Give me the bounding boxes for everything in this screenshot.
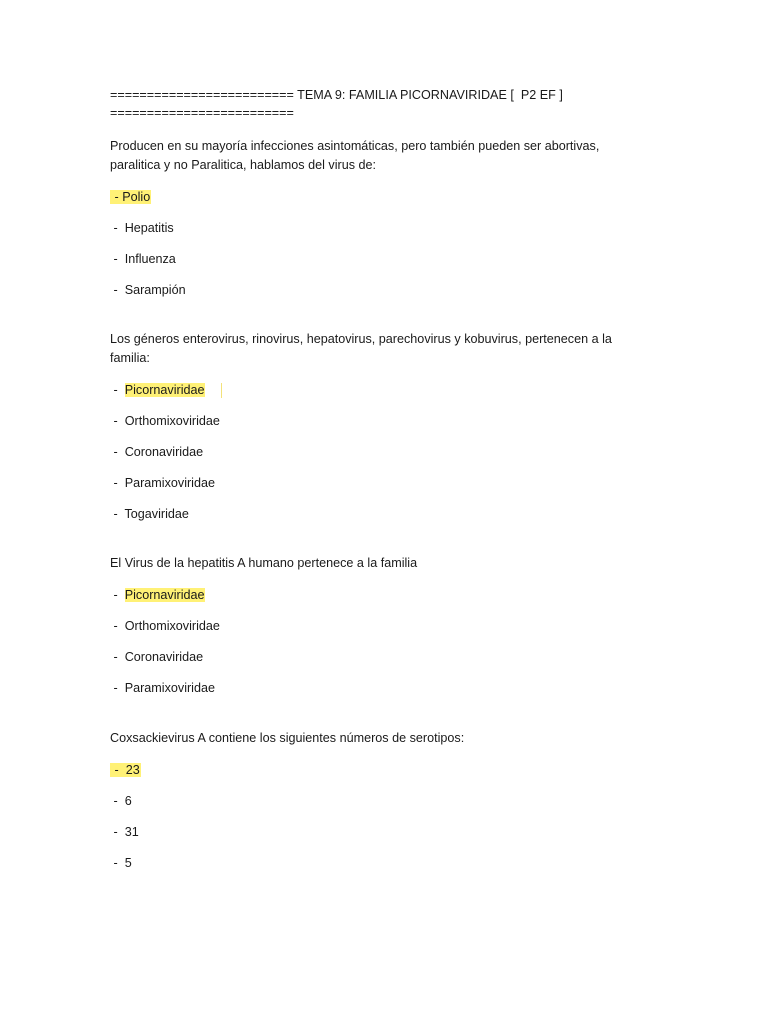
option-dash: - [110,445,125,459]
title-line-2: ========================= [110,106,294,120]
option-label: Picornaviridae [124,588,205,602]
question-text: Coxsackievirus A contiene los siguientes números de serotipos: [110,731,465,745]
option-dash: - [110,794,125,808]
option-label: Orthomixoviridae [124,414,220,428]
option-dash: - [110,507,125,521]
option-label: Picornaviridae [124,383,205,397]
option-item [110,380,650,400]
option-dash: - [110,619,125,633]
question-block [110,554,650,698]
option-label: 5 [124,856,132,870]
question-block [110,729,650,873]
option-label: 6 [124,794,132,808]
option-dash: - [110,588,125,602]
question-text: El Virus de la hepatitis A humano pertenece a la familia [110,556,418,570]
question-block [110,330,650,524]
option-label: 31 [124,825,139,839]
option-item [110,760,650,780]
option-item [110,280,650,300]
option-label: - Polio [111,190,151,204]
option-dash: - [110,476,125,490]
option-label: Coronaviridae [124,445,204,459]
option-label: Coronaviridae [124,650,204,664]
option-item [110,249,650,269]
option-item [110,411,650,431]
option-item [110,616,650,636]
option-label: - Influenza [110,252,176,266]
question-block [110,137,650,300]
option-label: Togaviridae [124,507,189,521]
option-item [110,678,650,698]
option-label: Paramixoviridae [124,681,215,695]
option-dash: - [110,681,125,695]
document-title [110,86,650,122]
document-body [110,86,650,884]
option-item [110,218,650,238]
option-item [110,504,650,524]
option-dash: - [110,650,125,664]
option-label: - Hepatitis [110,221,174,235]
option-dash: - [110,383,125,397]
option-dash: - [110,414,125,428]
title-line-1: ========================= TEMA 9: FAMILIA PICORNAVIRIDAE [ P2 EF ] [110,88,563,102]
option-dash: - [110,856,125,870]
option-label: Paramixoviridae [124,476,215,490]
text-cursor [221,383,222,398]
option-item [110,822,650,842]
question-text: Los géneros enterovirus, rinovirus, hepatovirus, parechovirus y kobuvirus, pertenecen a la familia: [110,332,612,365]
option-item [110,647,650,667]
option-item [110,473,650,493]
option-label: - Sarampión [110,283,186,297]
option-item [110,791,650,811]
option-item [110,853,650,873]
option-label: - 23 [111,763,140,777]
question-text: Producen en su mayoría infecciones asintomáticas, pero también pueden ser abortivas, paralitica y no Paralitica, hablamos del virus de: [110,139,600,172]
option-dash: - [110,825,125,839]
option-label: Orthomixoviridae [124,619,220,633]
option-item [110,585,650,605]
option-item [110,442,650,462]
option-item [110,187,650,207]
